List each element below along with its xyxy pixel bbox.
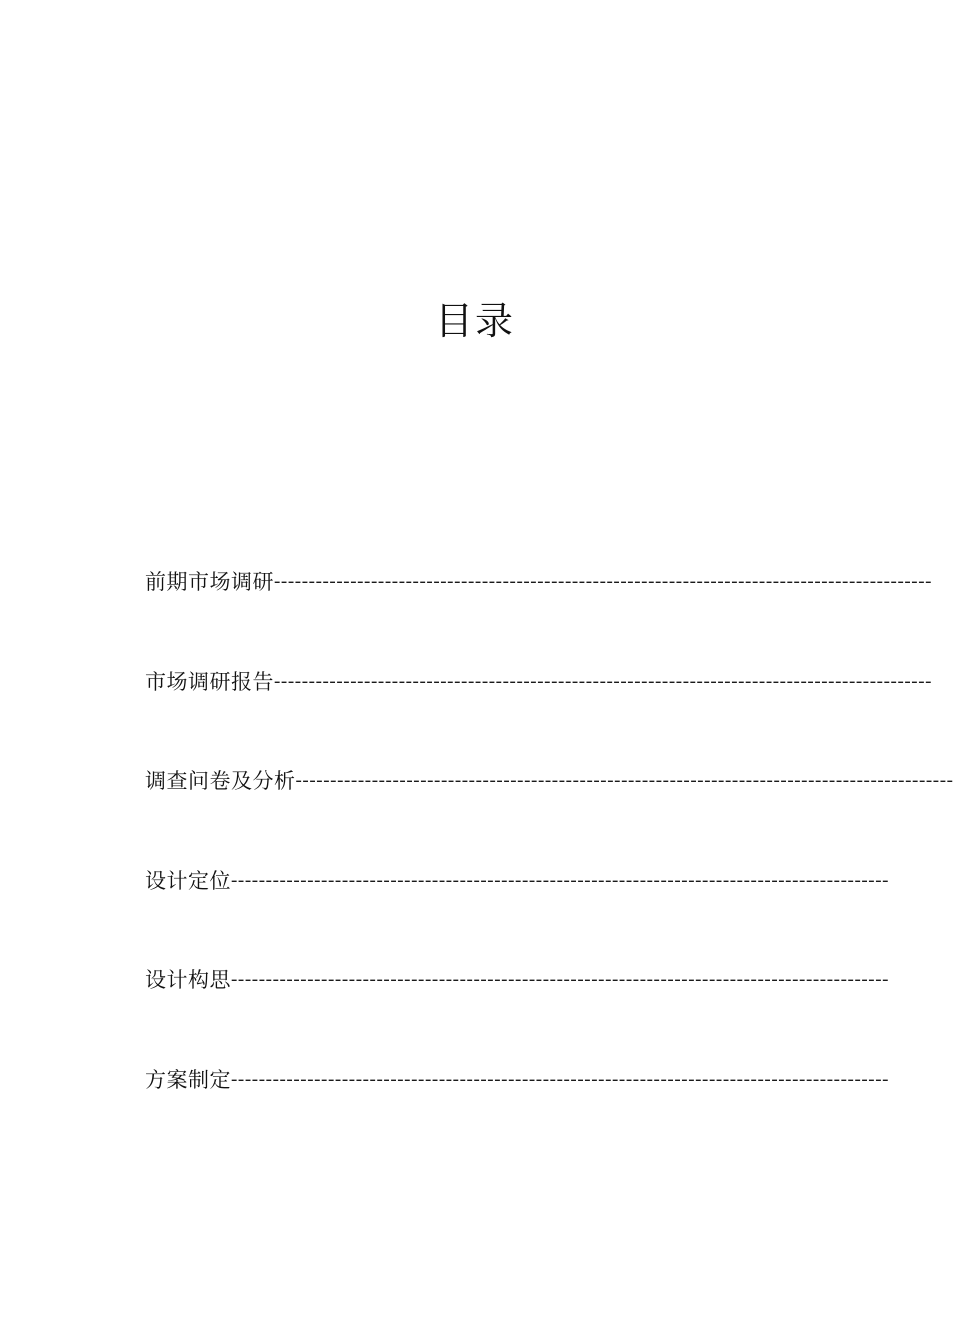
toc-entry xyxy=(145,960,890,1060)
page-title: 目录 xyxy=(434,299,515,343)
toc-line xyxy=(145,662,933,702)
toc-entry xyxy=(145,761,954,861)
toc-line xyxy=(145,1060,890,1100)
toc-entry-label: 方案制定 xyxy=(145,1067,231,1092)
toc-dot-leader: ----------------------------------------------------------------------------------------------- xyxy=(231,869,890,891)
toc-line xyxy=(145,562,933,602)
table-of-contents xyxy=(145,562,954,1159)
toc-entry xyxy=(145,861,890,961)
toc-entry-label: 设计定位 xyxy=(145,868,231,893)
toc-entry xyxy=(145,1060,890,1160)
toc-dot-leader: ----------------------------------------------------------------------------------------------- xyxy=(274,670,933,692)
toc-line xyxy=(145,761,954,801)
toc-line xyxy=(145,960,890,1000)
toc-dot-leader: ----------------------------------------------------------------------------------------------- xyxy=(231,969,890,990)
toc-dot-leader: ----------------------------------------------------------------------------------------------- xyxy=(274,571,933,592)
toc-dot-leader: ----------------------------------------------------------------------------------------------- xyxy=(231,1068,890,1090)
toc-entry-label: 市场调研报告 xyxy=(145,669,274,694)
toc-entry-label: 前期市场调研 xyxy=(145,570,274,594)
toc-entry-label: 调查问卷及分析 xyxy=(145,769,296,793)
toc-entry xyxy=(145,562,933,662)
toc-entry xyxy=(145,662,933,762)
toc-dot-leader: ----------------------------------------------------------------------------------------------- xyxy=(295,770,954,791)
toc-entry-label: 设计构思 xyxy=(145,968,231,992)
toc-line xyxy=(145,861,890,901)
